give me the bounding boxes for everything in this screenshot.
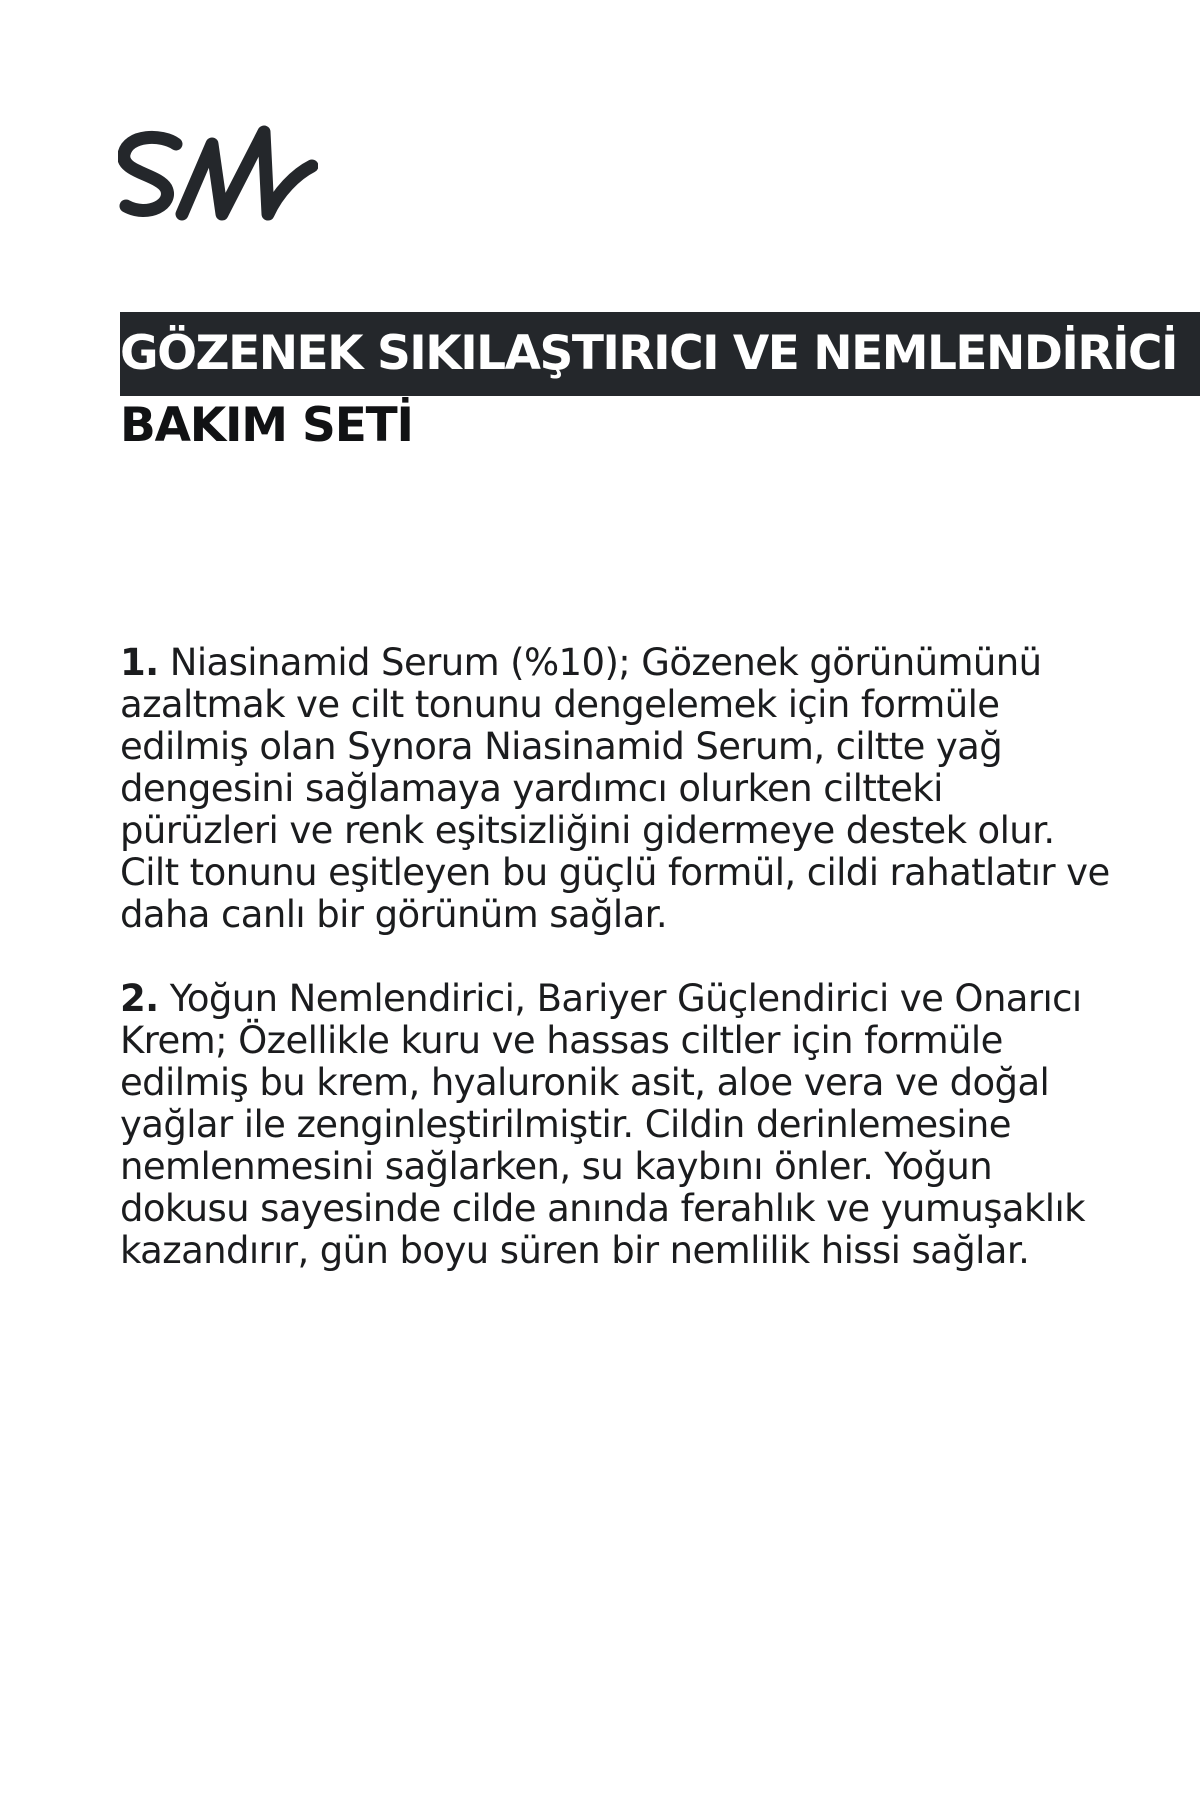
page-title xyxy=(120,312,1200,456)
item-text: Niasinamid Serum (%10); Gözenek görünümünü azaltmak ve cilt tonunu dengelemek için formüle edilmiş olan Synora Niasinamid Serum, ciltte yağ dengesini sağlamaya yardımcı olurken ciltteki pürüzleri ve renk eşitsizliğini gidermeye destek olur. Cilt tonunu eşitleyen bu güçlü formül, cildi rahatlatır ve daha canlı bir görünüm sağlar. xyxy=(120,641,1110,936)
product-description xyxy=(120,642,1110,1314)
item-text: Yoğun Nemlendirici, Bariyer Güçlendirici ve Onarıcı Krem; Özellikle kuru ve hassas ciltler için formüle edilmiş bu krem, hyaluronik asit, aloe vera ve doğal yağlar ile zenginleştirilmiştir. Cildin derinlemesine nemlenmesini sağlarken, su kaybını önler. Yoğun dokusu sayesinde cilde anında ferahlık ve yumuşaklık kazandırır, gün boyu süren bir nemlilik hissi sağlar. xyxy=(120,977,1085,1272)
sn-logo-icon xyxy=(118,122,318,230)
title-line-second: BAKIM SETİ xyxy=(120,398,413,453)
title-line-highlighted: GÖZENEK SIKILAŞTIRICI VE NEMLENDİRİCİ xyxy=(120,312,1200,396)
list-item xyxy=(120,642,1110,936)
list-item xyxy=(120,978,1110,1272)
brand-logo xyxy=(118,122,318,230)
item-number: 1. xyxy=(120,641,159,684)
item-number: 2. xyxy=(120,977,159,1020)
